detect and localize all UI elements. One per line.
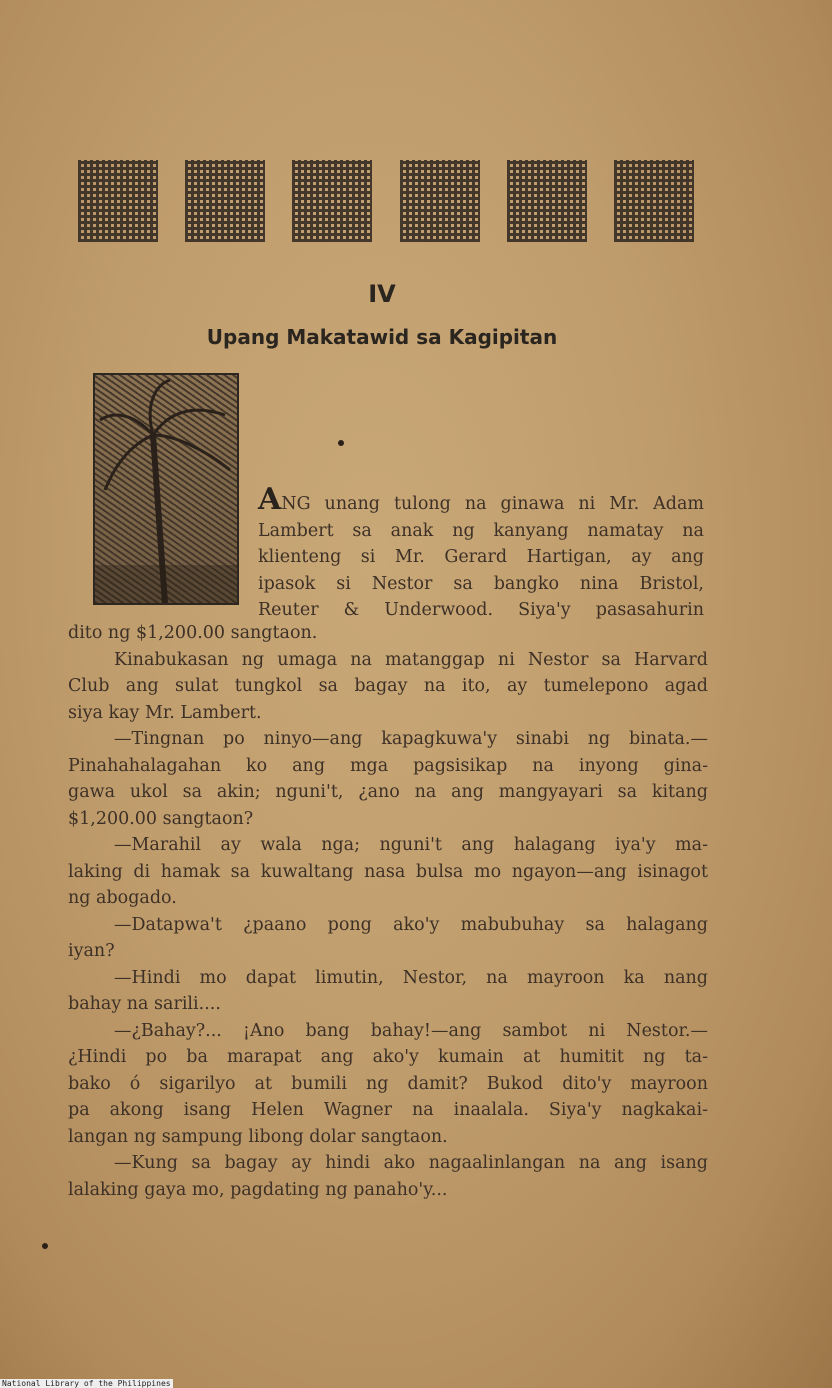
text-line: —Datapwa't ¿paano pong ako'y mabubuhay sa halagang <box>114 914 708 935</box>
text-line: —Marahil ay wala nga; nguni't ang halagang iya'y ma- <box>114 835 708 855</box>
text-line: Reuter & Underwood. Siya'y pasasahurin <box>258 600 704 620</box>
text-line: ng abogado. <box>68 888 177 908</box>
ornament-block <box>185 160 265 242</box>
text-line: Kinabukasan ng umaga na matanggap ni Nestor sa Harvard <box>114 649 708 670</box>
text-line: bahay na sarili.... <box>68 994 221 1014</box>
ink-speck <box>42 1243 48 1249</box>
text-line: dito ng $1,200.00 sangtaon. <box>68 623 318 643</box>
text-line: Lambert sa anak ng kanyang namatay na <box>258 520 704 541</box>
text-line: —Kung sa bagay ay hindi ako nagaalinlangan na ang isang <box>114 1153 708 1173</box>
text-line: Club ang sulat tungkol sa bagay na ito, ay tumelepono agad <box>68 676 708 696</box>
text-line: gawa ukol sa akin; nguni't, ¿ano na ang mangyayari sa kitang <box>68 782 708 802</box>
ink-speck <box>338 440 344 446</box>
text-line: siya kay Mr. Lambert. <box>68 702 262 723</box>
text-line: Pinahahalagahan ko ang mga pagsisikap na inyong gina- <box>68 755 708 776</box>
ornament-block <box>292 160 372 242</box>
dropcap-illustration <box>93 373 239 605</box>
text-line: iyan? <box>68 941 115 961</box>
text-line: bako ó sigarilyo at bumili ng damit? Bukod dito'y mayroon <box>68 1073 708 1094</box>
chapter-ornament-band <box>78 160 694 242</box>
footer-credit: National Library of the Philippines <box>2 1379 171 1388</box>
text-line: ¿Hindi po ba marapat ang ako'y kumain at humitit ng ta- <box>68 1047 708 1067</box>
ornament-block <box>614 160 694 242</box>
text-line: klienteng si Mr. Gerard Hartigan, ay ang <box>258 547 704 567</box>
ornament-block <box>78 160 158 242</box>
text-line: ipasok si Nestor sa bangko nina Bristol, <box>258 573 704 594</box>
text-line: lalaking gaya mo, pagdating ng panaho'y... <box>68 1179 448 1200</box>
first-paragraph <box>258 482 704 624</box>
first-line <box>258 482 704 518</box>
drop-cap-letter: A <box>258 482 282 517</box>
chapter-title: Upang Makatawid sa Kagipitan <box>206 325 558 349</box>
text-line: $1,200.00 sangtaon? <box>68 808 254 829</box>
body-text <box>68 620 708 1203</box>
text-line: pa akong isang Helen Wagner na inaalala. Siya'y nagkakai- <box>68 1100 708 1120</box>
ornament-block <box>507 160 587 242</box>
text-line: —Hindi mo dapat limutin, Nestor, na mayroon ka nang <box>114 967 708 988</box>
ornament-block <box>400 160 480 242</box>
text-line: langan ng sampung libong dolar sangtaon. <box>68 1126 448 1147</box>
text-line: laking di hamak sa kuwaltang nasa bulsa mo ngayon—ang isinagot <box>68 861 708 882</box>
palm-tree-illustration <box>95 375 237 603</box>
text-line: NG unang tulong na ginawa ni Mr. Adam <box>281 494 704 514</box>
text-line: —¿Bahay?... ¡Ano bang bahay!—ang sambot ni Nestor.— <box>114 1020 708 1041</box>
chapter-number: IV <box>368 280 396 308</box>
text-line: —Tingnan po ninyo—ang kapagkuwa'y sinabi ng binata.— <box>114 729 708 749</box>
